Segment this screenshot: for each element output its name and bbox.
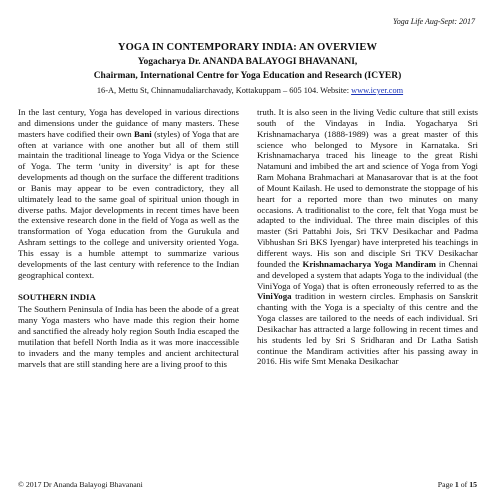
page-label: Page xyxy=(437,480,455,489)
website-link[interactable]: www.icyer.com xyxy=(351,86,404,95)
right-text-c: tradition in western circles. Emphasis on Sanskrit chanting with the Yoga is a specialty of this centre and the Yoga classes are tailored to the needs of each individual. Sri Desikachar has attracted a large following in recent times and his students led by Sri S Sridharan and Dr Latha Satish continue the Mandiram activities after his passing away in 2016. His wife Smt Menaka Desikachar xyxy=(257,291,478,367)
krishnamacharya-paragraph xyxy=(257,107,478,367)
right-text-b: in Chennai and developed a system that adapts Yoga to the individual (the ViniYoga of Yoga) that is often erroneously referred to as the xyxy=(257,258,478,291)
address-line xyxy=(20,86,480,95)
author-line: Yogacharya Dr. ANANDA BALAYOGI BHAVANANI, xyxy=(137,57,358,67)
southern-india-paragraph: The Southern Peninsula of India has been the abode of a great many Yoga masters who have made this region their home and sanctified the already holy region South India escaped the mutilation that befell North India as it was more inaccessible to invaders and the many temples and ancient architectural marvels that are still standing here are a living proof to this xyxy=(18,304,239,369)
kym-term: Krishnamacharya Yoga Mandiram xyxy=(302,258,436,269)
page-of-label: of xyxy=(458,480,470,489)
right-column xyxy=(257,107,478,367)
intro-paragraph xyxy=(18,107,239,281)
intro-text-b: (styles) of Yoga that are often at variance with one another but all of them still maintain the traditional lineage to Yoga Vidya or the Science of Yoga. The term ‘unity in diversity’ is apt for these developments ad though on the surface the different traditions or Banis may appear to be even contradictory, they all ultimately lead to the same goal of spiritual union though in diverse paths. Major developments in recent times have been the extensive research done in the field of Yoga as well as the transformation of Yoga education from the Gurukula and Ashram settings to the college and university oriented Yoga. This essay is a humble attempt to summarize various developments of the last century with reference to the Indian geographical context. xyxy=(18,128,239,280)
page-current: 1 xyxy=(454,480,459,489)
article-title: YOGA IN CONTEMPORARY INDIA: AN OVERVIEW xyxy=(117,42,378,53)
footer-copyright: © 2017 Dr Ananda Balayogi Bhavanani xyxy=(18,480,143,489)
page-total: 15 xyxy=(469,480,477,489)
address-text: 16-A, Mettu St, Chinnamudaliarchavady, Kottakuppam – 605 104. Website: xyxy=(96,86,352,95)
viniyoga-term: ViniYoga xyxy=(257,291,292,302)
section-heading-southern-india: SOUTHERN INDIA xyxy=(18,291,96,302)
right-text-a: truth. It is also seen in the living Vedic culture that still exists south of the Vindayas in India. Yogacharya Sri Krishnamacharya (1888-1989) was a great master of this science who belonged to Mysore in Karnataka. Sri Krishnamacharya traced his lineage to the great Rishi Natamuni and imbibed the art and science of Yoga from Yogi Ram Mohana Brahmachari at Manasarovar that is at the foot of Mount Kailash. He used to demonstrate the stoppage of his heart for a reported more than two minutes on many occasions. A traditionalist to the core, felt that Yoga must be adapted to the individual. The three main disciples of this master (Sri Pattabhi Jois, Sri TKV Desikachar and Padma Vibhushan Sri BKS Iyengar) have interpreted his teachings in different ways. His son and disciple Sri TKV Desikachar founded the xyxy=(257,107,478,269)
intro-text-a: In the last century, Yoga has developed in various directions and dimensions under the guidance of many masters. These masters have codified their own xyxy=(18,107,239,139)
running-head: Yoga Life Aug-Sept: 2017 xyxy=(392,17,475,26)
affiliation-line: Chairman, International Centre for Yoga Education and Research (ICYER) xyxy=(93,71,402,81)
footer-page-number xyxy=(438,480,477,489)
intro-bani-term: Bani xyxy=(134,128,152,139)
left-column xyxy=(18,107,239,369)
